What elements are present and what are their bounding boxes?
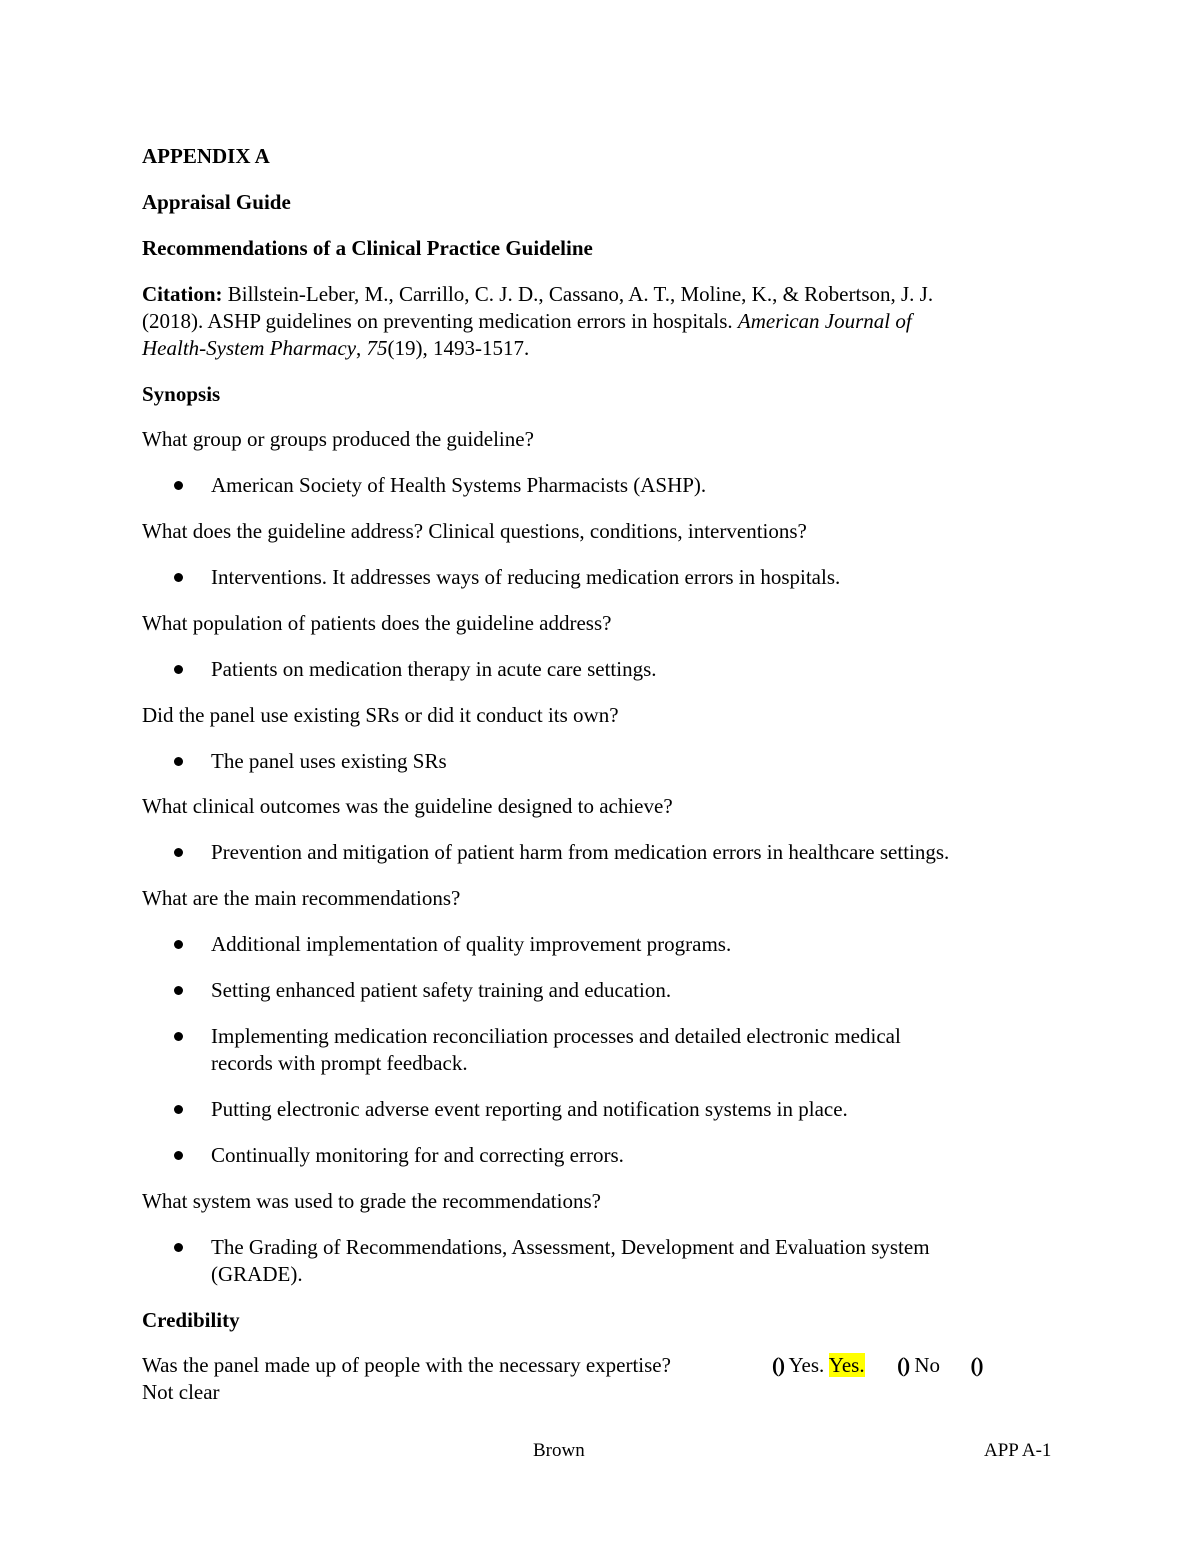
- bullet-icon: [174, 940, 183, 949]
- bullet-icon: [174, 986, 183, 995]
- bullet-icon: [174, 1032, 183, 1041]
- citation-article-title: (2018). ASHP guidelines on preventing medication errors in hospitals.: [142, 309, 738, 333]
- highlighted-answer: Yes.: [828, 1353, 865, 1377]
- citation-line-1: [142, 281, 933, 308]
- footer-author: Brown: [533, 1440, 585, 1461]
- radio-no-icon[interactable]: (): [897, 1353, 910, 1377]
- citation-volume: 75: [366, 336, 388, 360]
- document-page: APPENDIX A Appraisal Guide Recommendations of a Clinical Practice Guideline Citation: Billstein-Leber, M., Carrillo, C. J. D., Cassano, A. T., Moline, K., & Robertson, J. J. (2018). ASHP guidelines on preventing medication errors in hospitals. American Journal of Health-System Pharmacy, 75(19), 1493-1517. Synopsis What group or groups produced the guideline? American Society of Health Systems Pharmacists (ASHP). What does the guideline address? Clinical questions, conditions, interventions? Interventions. It addresses ways of reducing medication errors in hospitals. What population of patients does the guideline address? Patients on medication therapy in acute care settings. Did the panel use existing SRs or did it conduct its own? The panel uses existing SRs What clinical outcomes was the guideline designed to achieve? Prevention and mitigation of patient harm from medication errors in healthcare settings. What are the main recommendations? Additional implementation of quality improvement programs. Setting enhanced patient safety training and education. Implementing medication reconciliation processes and detailed electronic medical records with prompt feedback. Putting electronic adverse event reporting and notification systems in place. Continually monitoring for and correcting errors. What system was used to grade the recommendations? The Grading of Recommendations, Assessment, Development and Evaluation system (GRADE). Credibility Was the panel made up of people with the necessary expertise? () Yes. Yes. () No () Not clear Brown APP A-1: [0, 0, 1200, 1553]
- citation-sep: ,: [356, 336, 367, 360]
- bullet-icon: [174, 573, 183, 582]
- citation-journal-part2: Health-System Pharmacy: [142, 336, 357, 360]
- bullet-icon: [174, 757, 183, 766]
- radio-yes-icon[interactable]: (): [772, 1353, 784, 1377]
- question-text: Did the panel use existing SRs or did it conduct its own?: [142, 703, 619, 727]
- appraisal-guide-heading: Appraisal Guide: [142, 190, 291, 214]
- citation-label: Citation:: [142, 282, 223, 306]
- bullet-icon: [174, 665, 183, 674]
- document-title: Recommendations of a Clinical Practice Guideline: [142, 236, 593, 260]
- citation-line-3: [142, 335, 529, 362]
- citation-authors: Billstein-Leber, M., Carrillo, C. J. D., Cassano, A. T., Moline, K., & Robertson, J. J.: [222, 282, 934, 306]
- bullet-icon: [174, 481, 183, 490]
- radio-not-clear-icon[interactable]: (): [970, 1353, 983, 1377]
- citation-pages: (19), 1493-1517.: [387, 336, 530, 360]
- bullet-icon: [174, 1151, 183, 1160]
- credibility-question: [142, 1352, 671, 1379]
- question-text: What group or groups produced the guideline?: [142, 427, 534, 451]
- question-text: What are the main recommendations?: [142, 886, 461, 910]
- bullet-icon: [174, 1243, 183, 1252]
- synopsis-heading: Synopsis: [142, 382, 221, 406]
- bullet-icon: [174, 848, 183, 857]
- appendix-heading: APPENDIX A: [142, 144, 270, 168]
- footer-page-number: APP A-1: [984, 1440, 1052, 1461]
- credibility-question-text: Was the panel made up of people with the necessary expertise?: [142, 1353, 671, 1377]
- question-text: What population of patients does the guideline address?: [142, 611, 612, 635]
- bullet-icon: [174, 1105, 183, 1114]
- option-not-clear-label: Not clear: [142, 1380, 220, 1404]
- question-text: What system was used to grade the recommendations?: [142, 1189, 601, 1213]
- question-text: What clinical outcomes was the guideline designed to achieve?: [142, 794, 673, 818]
- credibility-heading: Credibility: [142, 1308, 240, 1332]
- citation-line-2: [142, 308, 912, 335]
- citation-journal-part1: American Journal of: [737, 309, 912, 333]
- radio-options: [772, 1352, 983, 1379]
- question-text: What does the guideline address? Clinical questions, conditions, interventions?: [142, 519, 807, 543]
- option-no-label: No: [914, 1353, 941, 1377]
- option-yes-label: Yes.: [788, 1353, 825, 1377]
